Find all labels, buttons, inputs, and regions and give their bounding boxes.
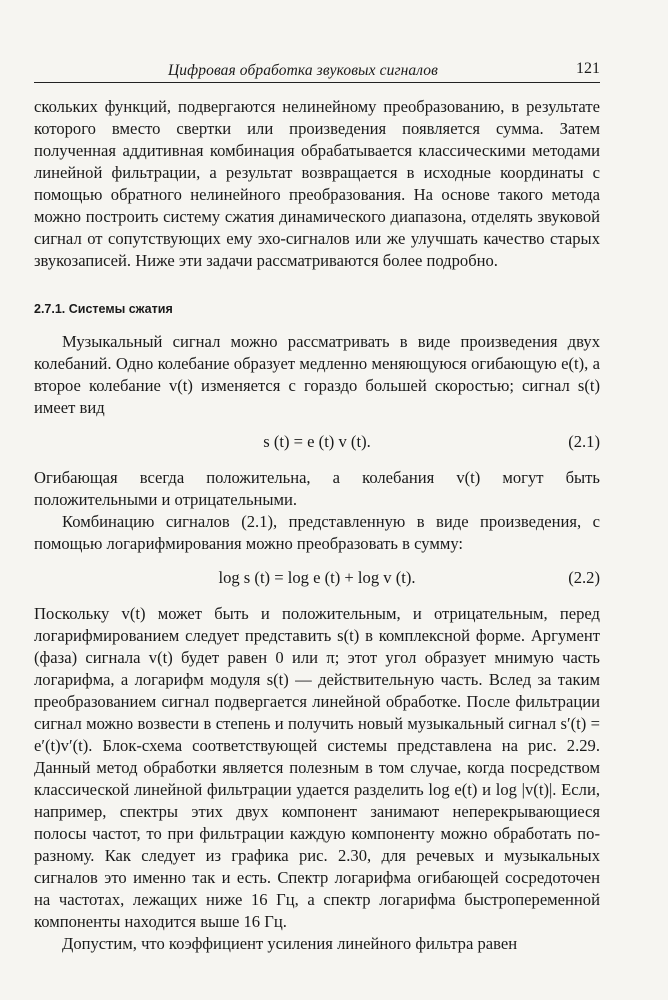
paragraph-continuation: скольких функций, подвергаются нелинейному преобразованию, в результате которого вместо свертки или произведения появляется сумма. Затем полученная аддитивная комбинация обрабатывается классическими методами линейной фильтрации, а результат возвращается в исходные координаты с помощью обратного нелинейного преобразования. На основе такого метода можно построить систему сжатия динамического диапазона, отделять звуковой сигнал от сопутствующих ему эхо-сигналов или же улучшать качество старых звукозаписей. Ниже эти задачи рассматриваются более подробно. (34, 97, 600, 270)
paragraph-filter-gain: Допустим, что коэффициент усиления линейного фильтра равен (62, 934, 518, 953)
equation-number: (2.2) (568, 568, 600, 587)
body-text (34, 96, 600, 955)
running-header (34, 58, 600, 83)
equation-2-1 (34, 429, 600, 455)
equation-number: (2.1) (568, 432, 600, 451)
equation-2-2 (34, 565, 600, 591)
paragraph-complex-form: Поскольку v(t) может быть и положительным, и отрицательным, перед логарифмированием следует представить s(t) в комплексной форме. Аргумент (фаза) сигнала v(t) будет равен 0 или π; этот угол образует мнимую часть логарифма, а логарифм модуля s(t) — действительную часть. Вслед за таким преобразованием сигнал подвергается линейной обработке. После фильтрации сигнал можно возвести в степень и получить новый музыкальный сигнал s′(t) = e′(t)v′(t). Блок-схема соответствующей системы представлена на рис. 2.29. Данный метод обработки является полезным в том случае, когда посредством классической линейной фильтрации удается разделить log e(t) и log |v(t)|. Если, например, спектры этих двух компонент занимают неперекрывающиеся полосы частот, то при фильтрации каждую компоненту можно обработать по-разному. Как следует из графика рис. 2.30, для речевых и музыкальных сигналов это именно так и есть. Спектр логарифма огибающей сосредоточен на частотах, лежащих ниже 16 Гц, а спектр логарифма быстропеременной компоненты находится выше 16 Гц. (34, 604, 600, 931)
paragraph-signal-model: Музыкальный сигнал можно рассматривать в виде произведения двух колебаний. Одно колебание образует медленно меняющуюся огибающую e(t), а второе колебание v(t) изменяется с гораздо большей скоростью; сигнал s(t) имеет вид (34, 332, 600, 417)
equation-formula: log s (t) = log e (t) + log v (t). (218, 568, 416, 587)
equation-formula: s (t) = e (t) v (t). (263, 432, 371, 451)
section-heading: 2.7.1. Системы сжатия (34, 302, 173, 316)
page-number: 121 (576, 60, 600, 77)
paragraph-envelope: Огибающая всегда положительна, а колебания v(t) могут быть положительными и отрицательными. (34, 468, 600, 509)
paragraph-logarithm: Комбинацию сигналов (2.1), представленную в виде произведения, с помощью логарифмирования можно преобразовать в сумму: (34, 512, 600, 553)
running-title: Цифровая обработка звуковых сигналов (168, 62, 438, 79)
